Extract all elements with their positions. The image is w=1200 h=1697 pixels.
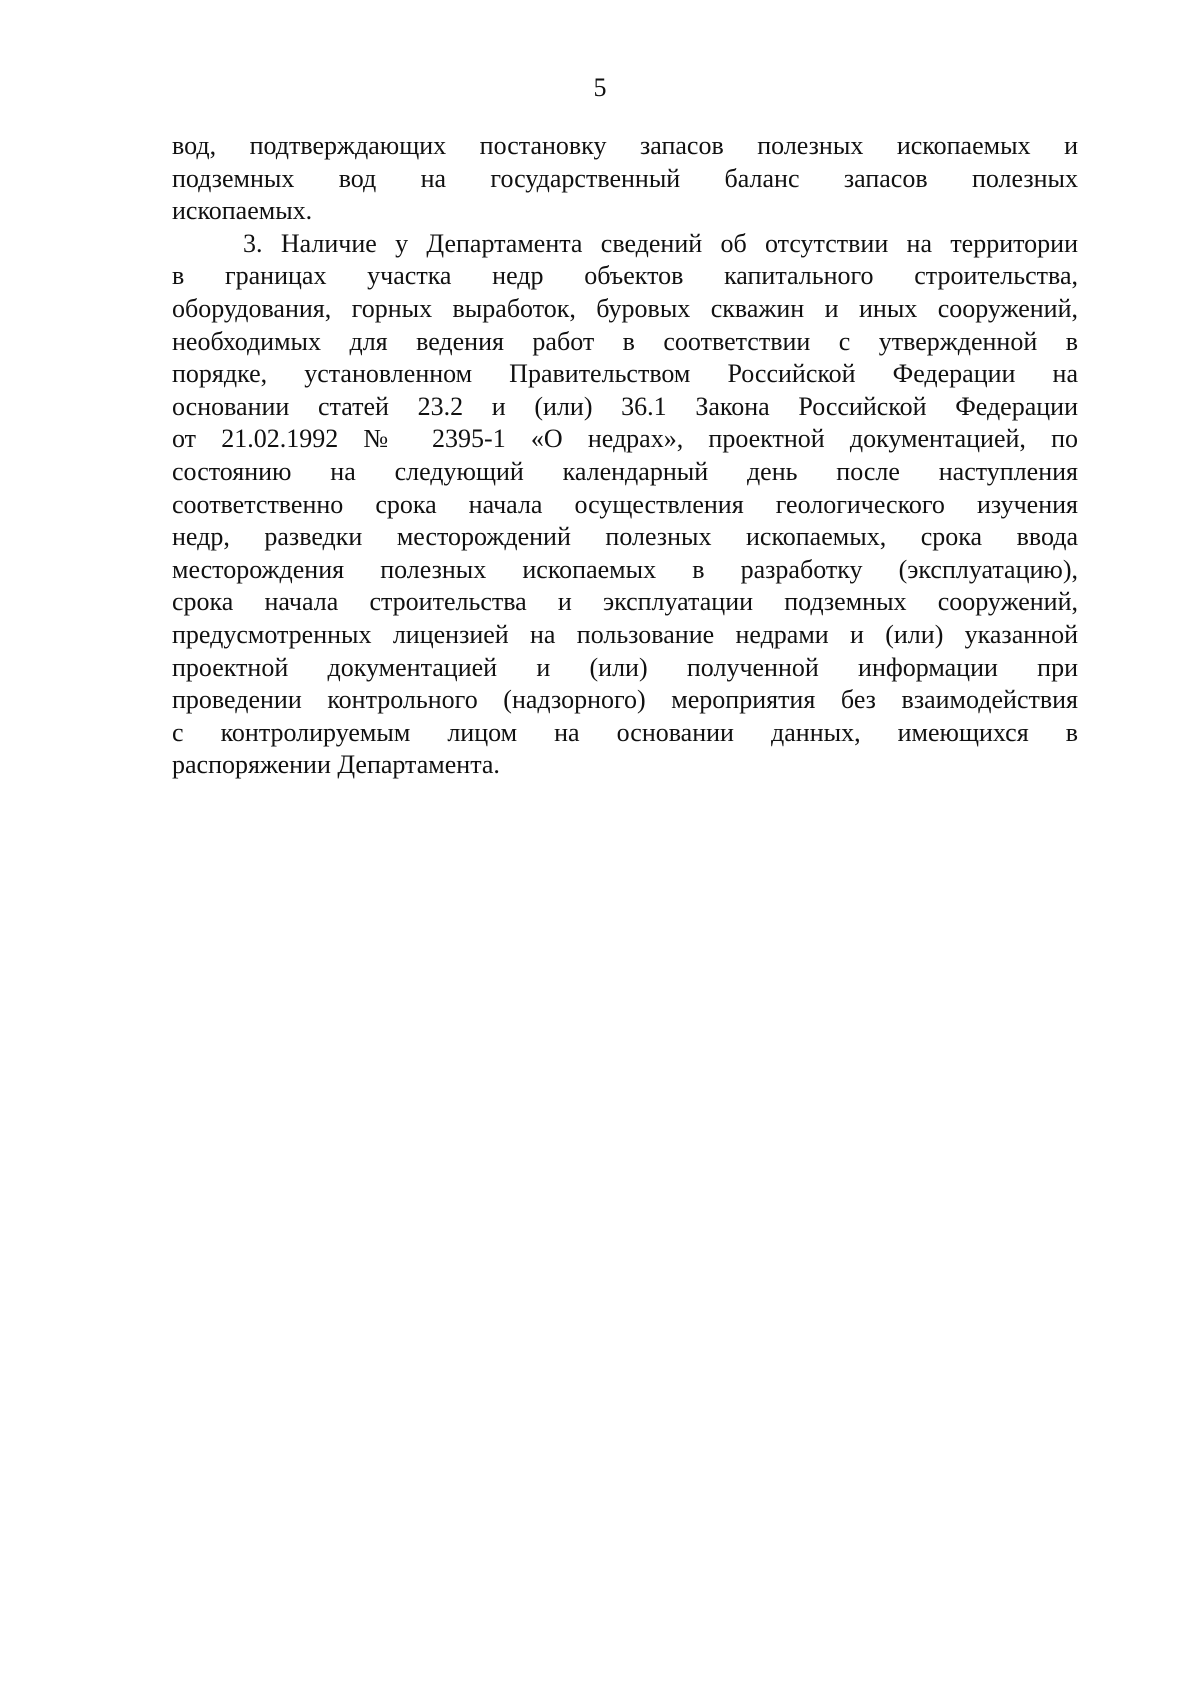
text-line: проведении контрольного (надзорного) мероприятия без взаимодействия: [172, 685, 1078, 715]
text-line: в границах участка недр объектов капитального строительства,: [172, 261, 1078, 291]
body-text: [172, 130, 1078, 782]
text-line: состоянию на следующий календарный день после наступления: [172, 456, 1078, 486]
text-line: оборудования, горных выработок, буровых скважин и иных сооружений,: [172, 293, 1078, 323]
paragraph-3-first-line: 3. Наличие у Департамента сведений об отсутствии на территории: [243, 228, 1078, 258]
text-line: основании статей 23.2 и (или) 36.1 Закона Российской Федерации: [172, 391, 1078, 421]
text-line: недр, разведки месторождений полезных ископаемых, срока ввода: [172, 522, 1078, 552]
text-line: предусмотренных лицензией на пользование недрами и (или) указанной: [172, 619, 1078, 649]
text-line: месторождения полезных ископаемых в разработку (эксплуатацию),: [172, 554, 1078, 584]
text-line: вод, подтверждающих постановку запасов полезных ископаемых и: [172, 131, 1078, 160]
text-line: от 21.02.1992 № 2395-1 «О недрах», проектной документацией, по: [172, 424, 1078, 454]
text-line: порядке, установленном Правительством Российской Федерации на: [172, 359, 1078, 389]
text-line: с контролируемым лицом на основании данных, имеющихся в: [172, 717, 1078, 747]
text-line: ископаемых.: [172, 196, 313, 226]
text-line: необходимых для ведения работ в соответствии с утвержденной в: [172, 326, 1078, 356]
text-line: проектной документацией и (или) полученной информации при: [172, 652, 1078, 682]
text-line: соответственно срока начала осуществления геологического изучения: [172, 489, 1078, 519]
text-line: распоряжении Департамента.: [172, 750, 500, 780]
text-line: подземных вод на государственный баланс запасов полезных: [172, 163, 1078, 193]
page-number: 5: [593, 73, 607, 102]
text-line: срока начала строительства и эксплуатации подземных сооружений,: [172, 587, 1078, 617]
